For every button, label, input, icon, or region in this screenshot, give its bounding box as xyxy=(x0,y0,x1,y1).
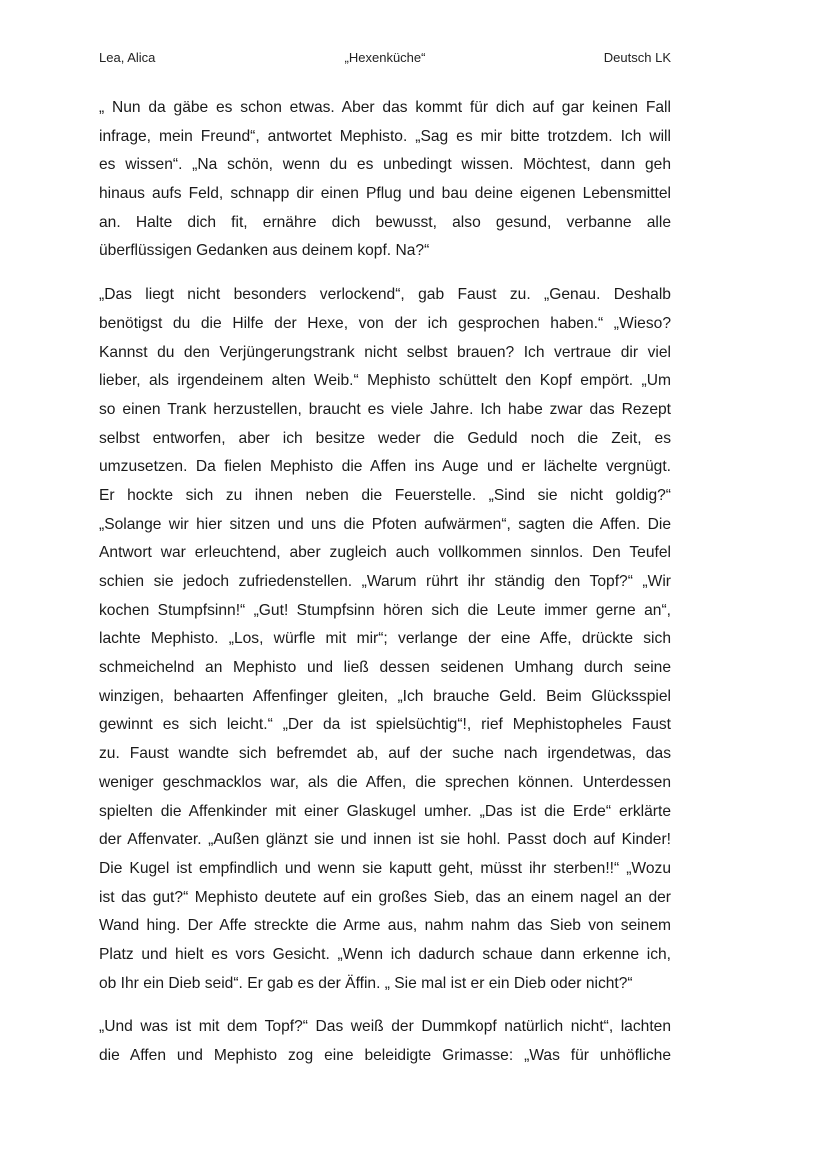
paragraph-gap xyxy=(99,266,671,281)
text-line: „ Nun da gäbe es schon etwas. Aber das kommt für dich auf gar keinen Fall xyxy=(99,99,671,116)
text-line: selbst entworfen, aber ich besitze weder die Geduld noch die Zeit, es xyxy=(99,429,671,447)
text-line: Antwort war erleuchtend, aber zugleich auch vollkommen sinnlos. Den Teufel xyxy=(99,544,671,562)
text-line: es wissen“. „Na schön, wenn du es unbedingt wissen. Möchtest, dann geh xyxy=(99,156,671,174)
text-line: benötigst du die Hilfe der Hexe, von der ich gesprochen haben.“ „Wieso? xyxy=(99,314,671,332)
text-line: weniger geschmacklos war, als die Affen, die sprechen können. Unterdessen xyxy=(99,773,671,791)
header-title: „Hexenküche“ xyxy=(344,50,426,65)
text-line: „Und was ist mit dem Topf?“ Das weiß der Dummkopf natürlich nicht“, lachten xyxy=(99,1018,671,1036)
text-line: gewinnt es sich leicht.“ „Der da ist spielsüchtig“!, rief Mephistopheles Faust xyxy=(99,716,671,734)
text-line: Kannst du den Verjüngerungstrank nicht selbst brauen? Ich vertraue dir viel xyxy=(99,343,671,361)
text-line: „Das liegt nicht besonders verlockend“, gab Faust zu. „Genau. Deshalb xyxy=(99,286,671,304)
text-line: überflüssigen Gedanken aus deinem kopf. Na?“ xyxy=(99,242,430,260)
paragraph xyxy=(99,94,671,266)
text-line: Wand hing. Der Affe streckte die Arme aus, nahm nahm das Sieb von seinem xyxy=(99,917,671,935)
text-line: winzigen, behaarten Affenfinger gleiten, „Ich brauche Geld. Beim Glücksspiel xyxy=(99,687,671,705)
text-line: ist das gut?“ Mephisto deutete auf ein großes Sieb, das an einem nagel an der xyxy=(99,888,671,906)
text-line: Er hockte sich zu ihnen neben die Feuerstelle. „Sind sie nicht goldig?“ xyxy=(99,486,671,504)
paragraph xyxy=(99,1013,671,1070)
text-line: ob Ihr ein Dieb seid“. Er gab es der Äffin. „ Sie mal ist er ein Dieb oder nicht?“ xyxy=(99,974,633,992)
text-line: zu. Faust wandte sich befremdet ab, auf der suche nach irgendetwas, das xyxy=(99,745,671,763)
text-line: die Affen und Mephisto zog eine beleidigte Grimasse: „Was für unhöfliche xyxy=(99,1047,671,1064)
text-line: lieber, als irgendeinem alten Weib.“ Mephisto schüttelt den Kopf empört. „Um xyxy=(99,372,671,390)
text-line: „Solange wir hier sitzen und uns die Pfoten aufwärmen“, sagten die Affen. Die xyxy=(99,515,671,533)
header-course: Deutsch LK xyxy=(603,50,671,65)
text-line: so einen Trank herzustellen, braucht es viele Jahre. Ich habe zwar das Rezept xyxy=(99,400,671,418)
document-body xyxy=(99,94,671,1071)
text-line: kochen Stumpfsinn!“ „Gut! Stumpfsinn hören sich die Leute immer gerne an“, xyxy=(99,601,671,619)
text-line: an. Halte dich fit, ernähre dich bewusst, also gesund, verbanne alle xyxy=(99,213,671,231)
text-line: der Affenvater. „Außen glänzt sie und innen ist sie hohl. Passt doch auf Kinder! xyxy=(99,831,671,849)
text-line: infrage, mein Freund“, antwortet Mephisto. „Sag es mir bitte trotzdem. Ich will xyxy=(99,127,671,145)
paragraph-gap xyxy=(99,998,671,1013)
text-line: hinaus aufs Feld, schnapp dir einen Pflug und bau deine eigenen Lebensmittel xyxy=(99,185,671,203)
text-line: lachte Mephisto. „Los, würfle mit mir“; verlange der eine Affe, drückte sich xyxy=(99,630,671,648)
page-header xyxy=(99,50,671,70)
text-line: umzusetzen. Da fielen Mephisto die Affen ins Auge und er lächelte vergnügt. xyxy=(99,458,671,476)
text-line: Die Kugel ist empfindlich und wenn sie kaputt geht, müsst ihr sterben!!“ „Wozu xyxy=(99,859,671,877)
header-author: Lea, Alica xyxy=(99,50,156,65)
text-line: schmeichelnd an Mephisto und ließ dessen seidenen Umhang durch seine xyxy=(99,659,671,677)
text-line: schien sie jedoch zufriedenstellen. „Warum rührt ihr ständig den Topf?“ „Wir xyxy=(99,573,671,590)
text-line: Platz und hielt es vors Gesicht. „Wenn ich dadurch schaue dann erkenne ich, xyxy=(99,945,671,963)
text-line: spielten die Affenkinder mit einer Glaskugel umher. „Das ist die Erde“ erklärte xyxy=(99,802,671,820)
paragraph xyxy=(99,281,671,998)
